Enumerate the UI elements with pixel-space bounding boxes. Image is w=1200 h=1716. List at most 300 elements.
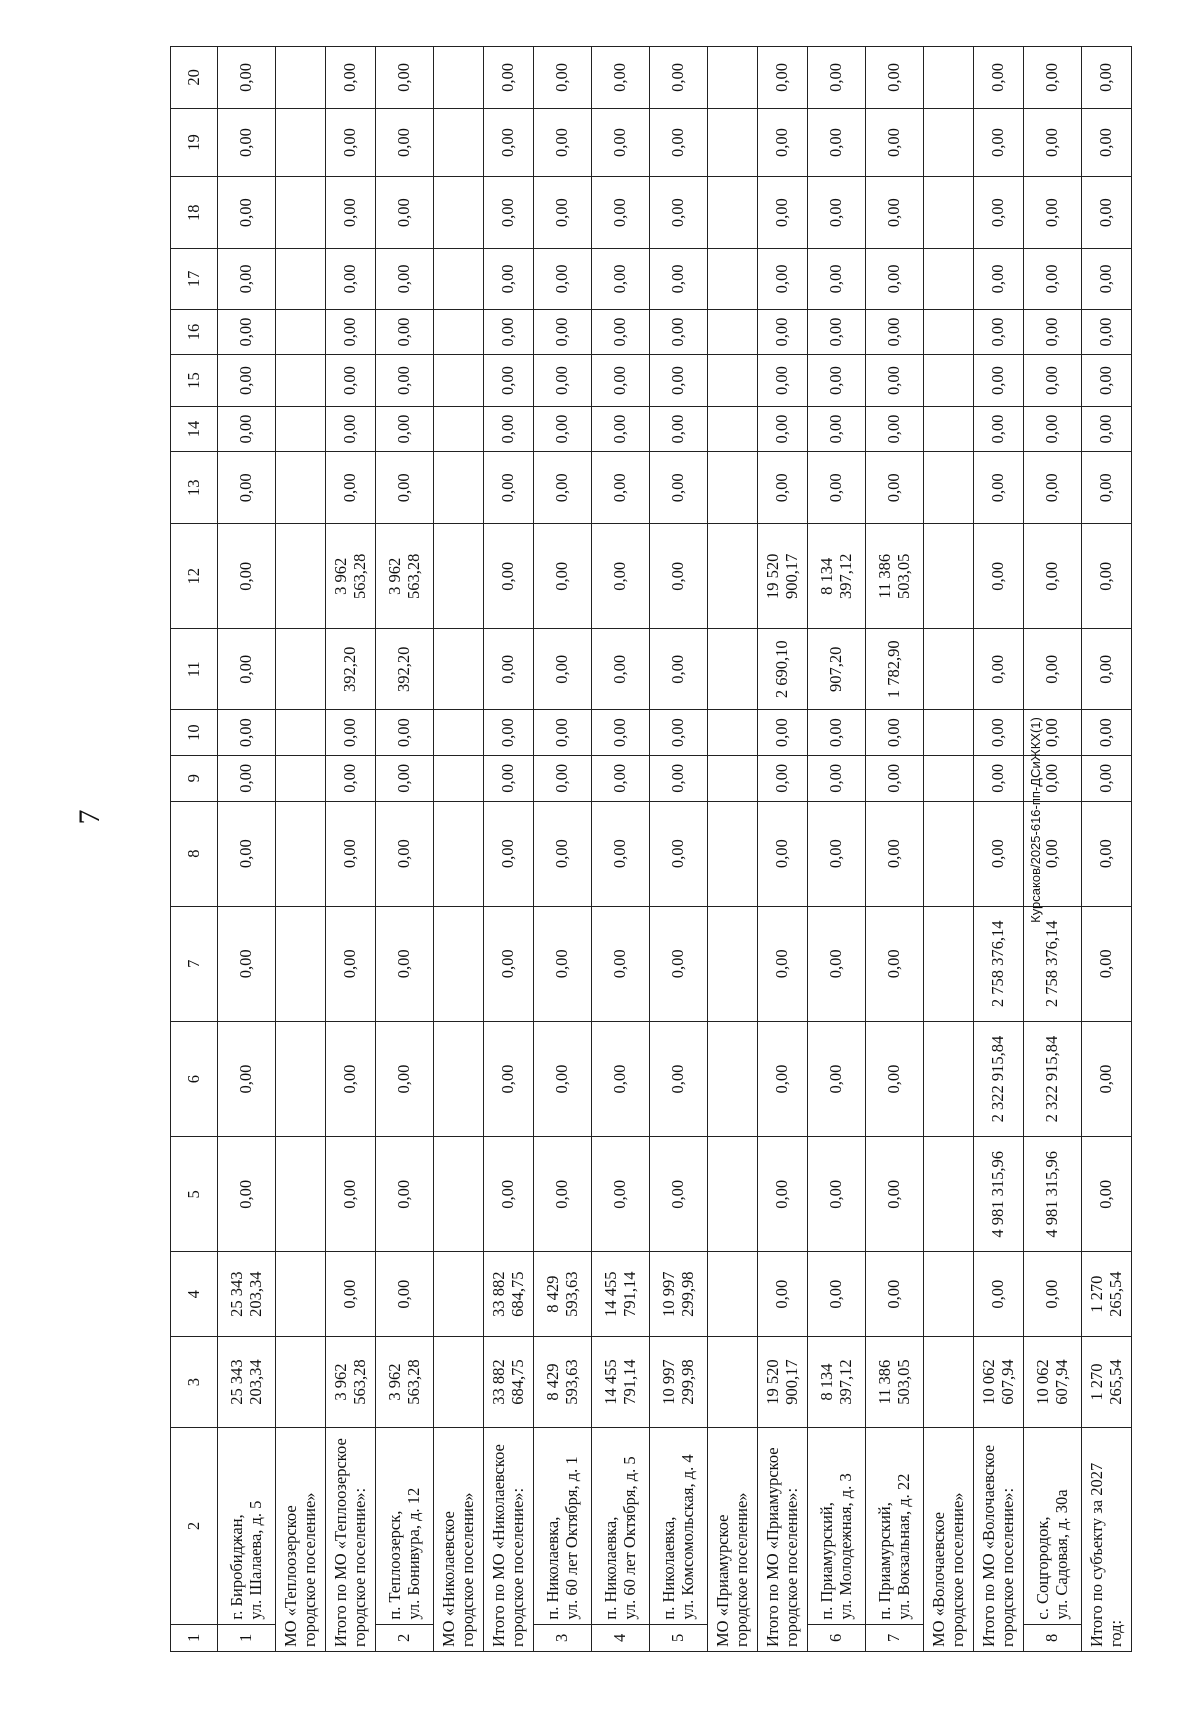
value-cell: 0,00 (808, 249, 866, 310)
value-cell: 0,00 (534, 177, 592, 249)
header-row (171, 47, 218, 1652)
section-row (708, 47, 758, 1652)
value-cell: 0,00 (376, 906, 434, 1021)
value-cell: 0,00 (974, 1252, 1024, 1336)
value-cell: 0,00 (1024, 629, 1082, 710)
row-number: 3 (534, 1624, 592, 1651)
table-row (592, 47, 650, 1652)
empty-cell (434, 1252, 484, 1336)
value-cell: 0,00 (484, 406, 534, 452)
value-cell: 0,00 (650, 47, 708, 109)
value-cell: 0,00 (534, 249, 592, 310)
empty-cell (434, 47, 484, 109)
value-cell: 0,00 (484, 452, 534, 524)
value-cell: 0,00 (592, 629, 650, 710)
value-cell: 0,00 (218, 906, 276, 1021)
value-cell: 0,00 (808, 108, 866, 176)
empty-cell (924, 249, 974, 310)
value-cell: 0,00 (1082, 108, 1132, 176)
total-row (758, 47, 808, 1652)
value-cell: 0,00 (808, 452, 866, 524)
value-cell: 0,00 (592, 309, 650, 355)
address-cell: п. Теплоозерск, ул. Бонивура, д. 12 (376, 1428, 434, 1624)
empty-cell (276, 1252, 326, 1336)
column-header: 19 (171, 108, 218, 176)
value-cell: 0,00 (866, 1252, 924, 1336)
value-cell: 33 882 684,75 (484, 1336, 534, 1427)
value-cell: 0,00 (484, 47, 534, 109)
value-cell: 0,00 (866, 710, 924, 756)
value-cell: 0,00 (218, 452, 276, 524)
empty-cell (276, 906, 326, 1021)
empty-cell (434, 524, 484, 629)
empty-cell (276, 524, 326, 629)
section-title: МО «Николаевское городское поселение» (434, 1428, 484, 1652)
value-cell: 0,00 (1082, 906, 1132, 1021)
total-label: Итого по МО «Волочаевское городское поселение»: (974, 1428, 1024, 1652)
column-header: 20 (171, 47, 218, 109)
empty-cell (708, 249, 758, 310)
value-cell: 0,00 (376, 755, 434, 801)
empty-cell (434, 801, 484, 906)
value-cell: 8 429 593,63 (534, 1252, 592, 1336)
empty-cell (924, 355, 974, 406)
value-cell: 3 962 563,28 (326, 524, 376, 629)
value-cell: 0,00 (534, 1137, 592, 1252)
empty-cell (708, 47, 758, 109)
value-cell: 2 322 915,84 (1024, 1021, 1082, 1136)
value-cell: 0,00 (326, 249, 376, 310)
row-number: 2 (376, 1624, 434, 1651)
value-cell: 0,00 (866, 249, 924, 310)
value-cell: 0,00 (326, 177, 376, 249)
value-cell: 2 758 376,14 (1024, 906, 1082, 1021)
value-cell: 0,00 (592, 355, 650, 406)
value-cell: 392,20 (326, 629, 376, 710)
column-header: 11 (171, 629, 218, 710)
value-cell: 0,00 (1082, 452, 1132, 524)
section-title: МО «Приамурское городское поселение» (708, 1428, 758, 1652)
value-cell: 0,00 (326, 906, 376, 1021)
value-cell: 0,00 (376, 1137, 434, 1252)
value-cell: 0,00 (1024, 452, 1082, 524)
empty-cell (276, 801, 326, 906)
value-cell: 0,00 (534, 108, 592, 176)
empty-cell (434, 629, 484, 710)
value-cell: 0,00 (866, 1137, 924, 1252)
value-cell: 0,00 (592, 108, 650, 176)
value-cell: 10 997 299,98 (650, 1252, 708, 1336)
value-cell: 0,00 (1024, 47, 1082, 109)
value-cell: 8 134 397,12 (808, 524, 866, 629)
rotated-table-container (170, 46, 1125, 1652)
empty-cell (708, 755, 758, 801)
value-cell: 0,00 (376, 47, 434, 109)
value-cell: 0,00 (1024, 755, 1082, 801)
value-cell: 0,00 (534, 406, 592, 452)
value-cell: 10 062 607,94 (1024, 1336, 1082, 1427)
value-cell: 0,00 (650, 629, 708, 710)
value-cell: 0,00 (218, 1137, 276, 1252)
column-header: 18 (171, 177, 218, 249)
value-cell: 3 962 563,28 (326, 1336, 376, 1427)
value-cell: 4 981 315,96 (974, 1137, 1024, 1252)
empty-cell (924, 406, 974, 452)
empty-cell (924, 801, 974, 906)
value-cell: 0,00 (326, 406, 376, 452)
empty-cell (708, 108, 758, 176)
value-cell: 0,00 (650, 177, 708, 249)
value-cell: 0,00 (758, 1252, 808, 1336)
value-cell: 0,00 (1024, 710, 1082, 756)
column-header: 7 (171, 906, 218, 1021)
empty-cell (434, 1336, 484, 1427)
value-cell: 0,00 (758, 801, 808, 906)
empty-cell (708, 177, 758, 249)
total-row (484, 47, 534, 1652)
value-cell: 4 981 315,96 (1024, 1137, 1082, 1252)
section-row (276, 47, 326, 1652)
empty-cell (276, 629, 326, 710)
value-cell: 0,00 (376, 1252, 434, 1336)
value-cell: 0,00 (974, 801, 1024, 906)
value-cell: 14 455 791,14 (592, 1336, 650, 1427)
table-row (1024, 47, 1082, 1652)
value-cell: 0,00 (534, 524, 592, 629)
value-cell: 0,00 (974, 755, 1024, 801)
value-cell: 0,00 (1082, 355, 1132, 406)
value-cell: 0,00 (376, 452, 434, 524)
empty-cell (708, 801, 758, 906)
value-cell: 0,00 (484, 309, 534, 355)
value-cell: 0,00 (326, 108, 376, 176)
value-cell: 0,00 (592, 524, 650, 629)
empty-cell (276, 1137, 326, 1252)
empty-cell (434, 108, 484, 176)
empty-cell (924, 1021, 974, 1136)
table-row (866, 47, 924, 1652)
empty-cell (434, 452, 484, 524)
empty-cell (708, 524, 758, 629)
value-cell: 0,00 (650, 524, 708, 629)
value-cell: 0,00 (326, 755, 376, 801)
value-cell: 0,00 (866, 177, 924, 249)
table-row (376, 47, 434, 1652)
column-header: 2 (171, 1428, 218, 1624)
value-cell: 0,00 (974, 452, 1024, 524)
empty-cell (434, 906, 484, 1021)
value-cell: 0,00 (974, 108, 1024, 176)
value-cell: 19 520 900,17 (758, 1336, 808, 1427)
value-cell: 0,00 (484, 755, 534, 801)
column-header: 10 (171, 710, 218, 756)
value-cell: 2 690,10 (758, 629, 808, 710)
value-cell: 0,00 (484, 906, 534, 1021)
value-cell: 25 343 203,34 (218, 1252, 276, 1336)
value-cell: 8 134 397,12 (808, 1336, 866, 1427)
value-cell: 0,00 (1082, 249, 1132, 310)
value-cell: 19 520 900,17 (758, 524, 808, 629)
empty-cell (434, 177, 484, 249)
empty-cell (434, 249, 484, 310)
value-cell: 0,00 (592, 755, 650, 801)
column-header: 3 (171, 1336, 218, 1427)
value-cell: 907,20 (808, 629, 866, 710)
value-cell: 0,00 (758, 452, 808, 524)
row-number: 7 (866, 1624, 924, 1651)
value-cell: 0,00 (1082, 629, 1132, 710)
value-cell: 0,00 (376, 108, 434, 176)
value-cell: 0,00 (650, 710, 708, 756)
address-cell: п. Николаевка, ул. Комсомольская, д. 4 (650, 1428, 708, 1624)
value-cell: 0,00 (758, 249, 808, 310)
address-cell: г. Биробиджан, ул. Шалаева, д. 5 (218, 1428, 276, 1624)
value-cell: 0,00 (866, 1021, 924, 1136)
column-header: 8 (171, 801, 218, 906)
value-cell: 0,00 (484, 1137, 534, 1252)
value-cell: 0,00 (650, 1137, 708, 1252)
value-cell: 3 962 563,28 (376, 1336, 434, 1427)
value-cell: 0,00 (376, 249, 434, 310)
value-cell: 0,00 (592, 177, 650, 249)
row-number: 4 (592, 1624, 650, 1651)
value-cell: 0,00 (534, 309, 592, 355)
value-cell: 0,00 (484, 710, 534, 756)
empty-cell (434, 309, 484, 355)
value-cell: 0,00 (218, 801, 276, 906)
value-cell: 0,00 (866, 47, 924, 109)
value-cell: 1 782,90 (866, 629, 924, 710)
value-cell: 0,00 (376, 309, 434, 355)
value-cell: 0,00 (534, 47, 592, 109)
value-cell: 0,00 (534, 629, 592, 710)
value-cell: 0,00 (326, 309, 376, 355)
value-cell: 0,00 (974, 249, 1024, 310)
value-cell: 0,00 (1082, 801, 1132, 906)
empty-cell (924, 452, 974, 524)
value-cell: 0,00 (1024, 801, 1082, 906)
empty-cell (924, 629, 974, 710)
value-cell: 0,00 (808, 801, 866, 906)
column-header: 16 (171, 309, 218, 355)
value-cell: 0,00 (1024, 355, 1082, 406)
value-cell: 0,00 (218, 47, 276, 109)
value-cell: 0,00 (974, 47, 1024, 109)
empty-cell (924, 1336, 974, 1427)
value-cell: 0,00 (484, 524, 534, 629)
value-cell: 0,00 (534, 906, 592, 1021)
value-cell: 0,00 (484, 355, 534, 406)
empty-cell (434, 1137, 484, 1252)
value-cell: 0,00 (808, 355, 866, 406)
value-cell: 0,00 (650, 406, 708, 452)
value-cell: 0,00 (974, 355, 1024, 406)
value-cell: 0,00 (1024, 249, 1082, 310)
table-row (218, 47, 276, 1652)
column-header: 14 (171, 406, 218, 452)
empty-cell (708, 309, 758, 355)
empty-cell (924, 1252, 974, 1336)
address-cell: п. Приамурский, ул. Молодежная, д. 3 (808, 1428, 866, 1624)
empty-cell (276, 755, 326, 801)
value-cell: 0,00 (758, 755, 808, 801)
total-label: Итого по МО «Приамурское городское поселение»: (758, 1428, 808, 1652)
empty-cell (924, 906, 974, 1021)
value-cell: 0,00 (974, 309, 1024, 355)
address-cell: п. Николаевка, ул. 60 лет Октября, д. 5 (592, 1428, 650, 1624)
value-cell: 0,00 (974, 524, 1024, 629)
value-cell: 0,00 (866, 355, 924, 406)
value-cell: 0,00 (1082, 177, 1132, 249)
value-cell: 0,00 (758, 108, 808, 176)
empty-cell (708, 710, 758, 756)
value-cell: 10 062 607,94 (974, 1336, 1024, 1427)
value-cell: 0,00 (1024, 108, 1082, 176)
value-cell: 8 429 593,63 (534, 1336, 592, 1427)
empty-cell (276, 710, 326, 756)
value-cell: 0,00 (866, 406, 924, 452)
value-cell: 1 270 265,54 (1082, 1252, 1132, 1336)
value-cell: 0,00 (592, 406, 650, 452)
total-row (974, 47, 1024, 1652)
empty-cell (924, 710, 974, 756)
value-cell: 0,00 (326, 1021, 376, 1136)
value-cell: 0,00 (326, 1137, 376, 1252)
value-cell: 0,00 (866, 906, 924, 1021)
value-cell: 0,00 (650, 355, 708, 406)
value-cell: 2 322 915,84 (974, 1021, 1024, 1136)
value-cell: 0,00 (758, 1137, 808, 1252)
value-cell: 0,00 (534, 801, 592, 906)
empty-cell (924, 108, 974, 176)
value-cell: 0,00 (758, 309, 808, 355)
empty-cell (276, 309, 326, 355)
value-cell: 0,00 (1082, 1137, 1132, 1252)
empty-cell (708, 906, 758, 1021)
value-cell: 0,00 (758, 406, 808, 452)
value-cell: 0,00 (218, 629, 276, 710)
value-cell: 0,00 (326, 801, 376, 906)
empty-cell (276, 406, 326, 452)
section-row (434, 47, 484, 1652)
row-number: 5 (650, 1624, 708, 1651)
value-cell: 0,00 (808, 1137, 866, 1252)
value-cell: 0,00 (758, 1021, 808, 1136)
value-cell: 0,00 (974, 406, 1024, 452)
value-cell: 0,00 (218, 524, 276, 629)
table-row (650, 47, 708, 1652)
value-cell: 0,00 (326, 452, 376, 524)
value-cell: 33 882 684,75 (484, 1252, 534, 1336)
section-title: МО «Теплоозерское городское поселение» (276, 1428, 326, 1652)
value-cell: 0,00 (218, 755, 276, 801)
value-cell: 0,00 (376, 355, 434, 406)
value-cell: 14 455 791,14 (592, 1252, 650, 1336)
value-cell: 0,00 (218, 249, 276, 310)
value-cell: 0,00 (218, 177, 276, 249)
value-cell: 0,00 (484, 801, 534, 906)
empty-cell (708, 629, 758, 710)
value-cell: 0,00 (808, 755, 866, 801)
value-cell: 10 997 299,98 (650, 1336, 708, 1427)
value-cell: 0,00 (866, 309, 924, 355)
empty-cell (924, 47, 974, 109)
empty-cell (708, 355, 758, 406)
value-cell: 0,00 (376, 710, 434, 756)
empty-cell (924, 309, 974, 355)
empty-cell (276, 452, 326, 524)
value-cell: 0,00 (650, 452, 708, 524)
value-cell: 0,00 (534, 355, 592, 406)
value-cell: 0,00 (592, 47, 650, 109)
empty-cell (434, 1021, 484, 1136)
value-cell: 0,00 (326, 355, 376, 406)
value-cell: 0,00 (376, 177, 434, 249)
empty-cell (708, 1021, 758, 1136)
value-cell: 0,00 (218, 406, 276, 452)
value-cell: 0,00 (326, 47, 376, 109)
empty-cell (708, 1137, 758, 1252)
column-header: 15 (171, 355, 218, 406)
value-cell: 0,00 (484, 629, 534, 710)
value-cell: 0,00 (866, 755, 924, 801)
empty-cell (708, 1252, 758, 1336)
value-cell: 0,00 (808, 1252, 866, 1336)
value-cell: 0,00 (1082, 524, 1132, 629)
total-row (326, 47, 376, 1652)
table-row (808, 47, 866, 1652)
empty-cell (276, 249, 326, 310)
value-cell: 0,00 (326, 1252, 376, 1336)
margin-note: Курсаков/2025-616-пп-ДСиЖКХ(1) (1028, 717, 1043, 923)
value-cell: 0,00 (1082, 1021, 1132, 1136)
value-cell: 0,00 (974, 710, 1024, 756)
data-table (170, 46, 1132, 1652)
empty-cell (434, 406, 484, 452)
value-cell: 0,00 (218, 1021, 276, 1136)
empty-cell (924, 524, 974, 629)
value-cell: 0,00 (218, 309, 276, 355)
value-cell: 0,00 (218, 710, 276, 756)
value-cell: 11 386 503,05 (866, 524, 924, 629)
total-label: Итого по МО «Теплоозерское городское поселение»: (326, 1428, 376, 1652)
value-cell: 0,00 (592, 710, 650, 756)
column-header: 17 (171, 249, 218, 310)
value-cell: 11 386 503,05 (866, 1336, 924, 1427)
section-row (924, 47, 974, 1652)
total-label: Итого по МО «Николаевское городское поселение»: (484, 1428, 534, 1652)
empty-cell (276, 1021, 326, 1136)
value-cell: 0,00 (758, 355, 808, 406)
value-cell: 0,00 (218, 108, 276, 176)
value-cell: 392,20 (376, 629, 434, 710)
value-cell: 0,00 (808, 177, 866, 249)
column-header: 13 (171, 452, 218, 524)
value-cell: 0,00 (974, 177, 1024, 249)
row-number: 8 (1024, 1624, 1082, 1651)
column-header: 6 (171, 1021, 218, 1136)
value-cell: 0,00 (866, 108, 924, 176)
value-cell: 0,00 (808, 906, 866, 1021)
empty-cell (276, 177, 326, 249)
value-cell: 0,00 (1082, 47, 1132, 109)
value-cell: 0,00 (650, 249, 708, 310)
value-cell: 3 962 563,28 (376, 524, 434, 629)
total-row (1082, 47, 1132, 1652)
column-header: 12 (171, 524, 218, 629)
value-cell: 0,00 (974, 629, 1024, 710)
value-cell: 0,00 (484, 177, 534, 249)
